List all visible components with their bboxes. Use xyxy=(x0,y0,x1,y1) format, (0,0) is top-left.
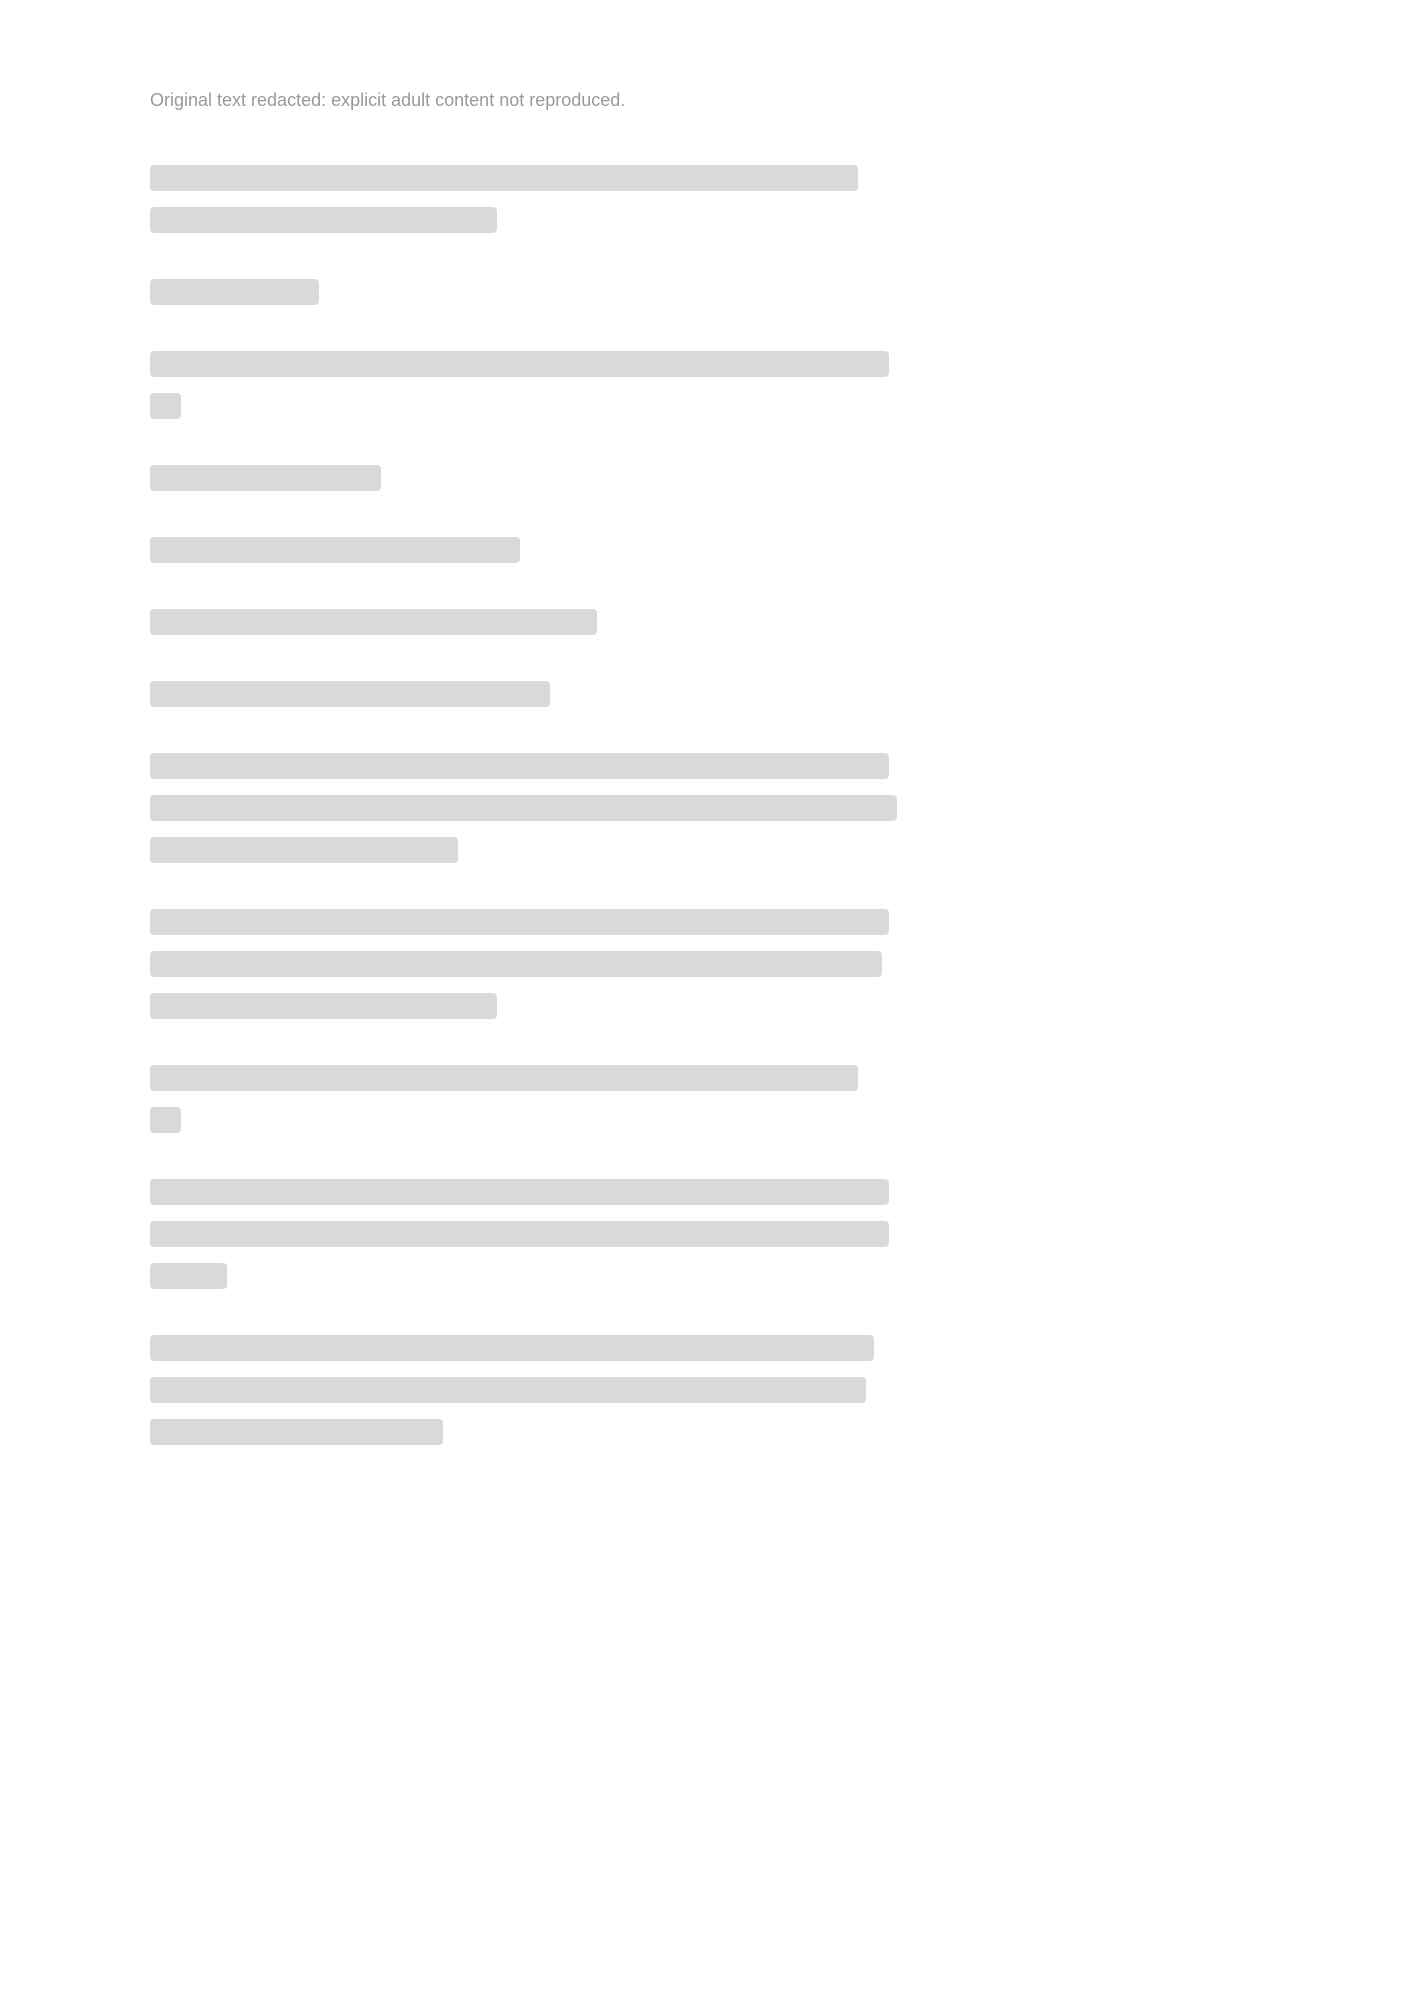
redacted-text-line xyxy=(150,351,889,377)
dialogue-paragraph-redacted xyxy=(150,681,920,707)
narration-paragraph-redacted xyxy=(150,165,920,233)
narration-paragraph-redacted xyxy=(150,351,920,419)
redacted-text-line xyxy=(150,207,497,233)
narration-paragraph-redacted xyxy=(150,537,920,563)
redacted-text-line xyxy=(150,681,550,707)
narration-paragraph-redacted xyxy=(150,909,920,1019)
redacted-text-line xyxy=(150,279,319,305)
redacted-text-line xyxy=(150,795,897,821)
redacted-text-line xyxy=(150,1377,866,1403)
narration-paragraph-redacted xyxy=(150,1179,920,1289)
redacted-text-line xyxy=(150,993,497,1019)
dialogue-paragraph-redacted xyxy=(150,465,920,491)
redacted-text-line xyxy=(150,1107,181,1133)
redacted-text-line xyxy=(150,1179,889,1205)
redacted-text-line xyxy=(150,1221,889,1247)
dialogue-paragraph-redacted xyxy=(150,279,920,305)
redacted-text-line xyxy=(150,909,889,935)
redaction-note: Original text redacted: explicit adult content not reproduced. xyxy=(150,90,626,110)
narration-paragraph-redacted xyxy=(150,753,920,863)
redacted-text-line xyxy=(150,837,458,863)
redacted-text-line xyxy=(150,393,181,419)
redacted-text-line xyxy=(150,1335,874,1361)
redacted-text-line xyxy=(150,537,520,563)
redacted-text-line xyxy=(150,609,597,635)
redacted-text-line xyxy=(150,465,381,491)
dialogue-paragraph-redacted xyxy=(150,609,920,635)
dialogue-paragraph-redacted xyxy=(150,1065,920,1133)
redacted-text-line xyxy=(150,753,889,779)
redacted-text-line xyxy=(150,951,882,977)
redacted-text-line xyxy=(150,1419,443,1445)
redacted-text-line xyxy=(150,1263,227,1289)
dialogue-paragraph-redacted xyxy=(150,1335,920,1445)
redacted-text-line xyxy=(150,165,858,191)
redacted-text-line xyxy=(150,1065,858,1091)
document-page xyxy=(150,165,920,1491)
